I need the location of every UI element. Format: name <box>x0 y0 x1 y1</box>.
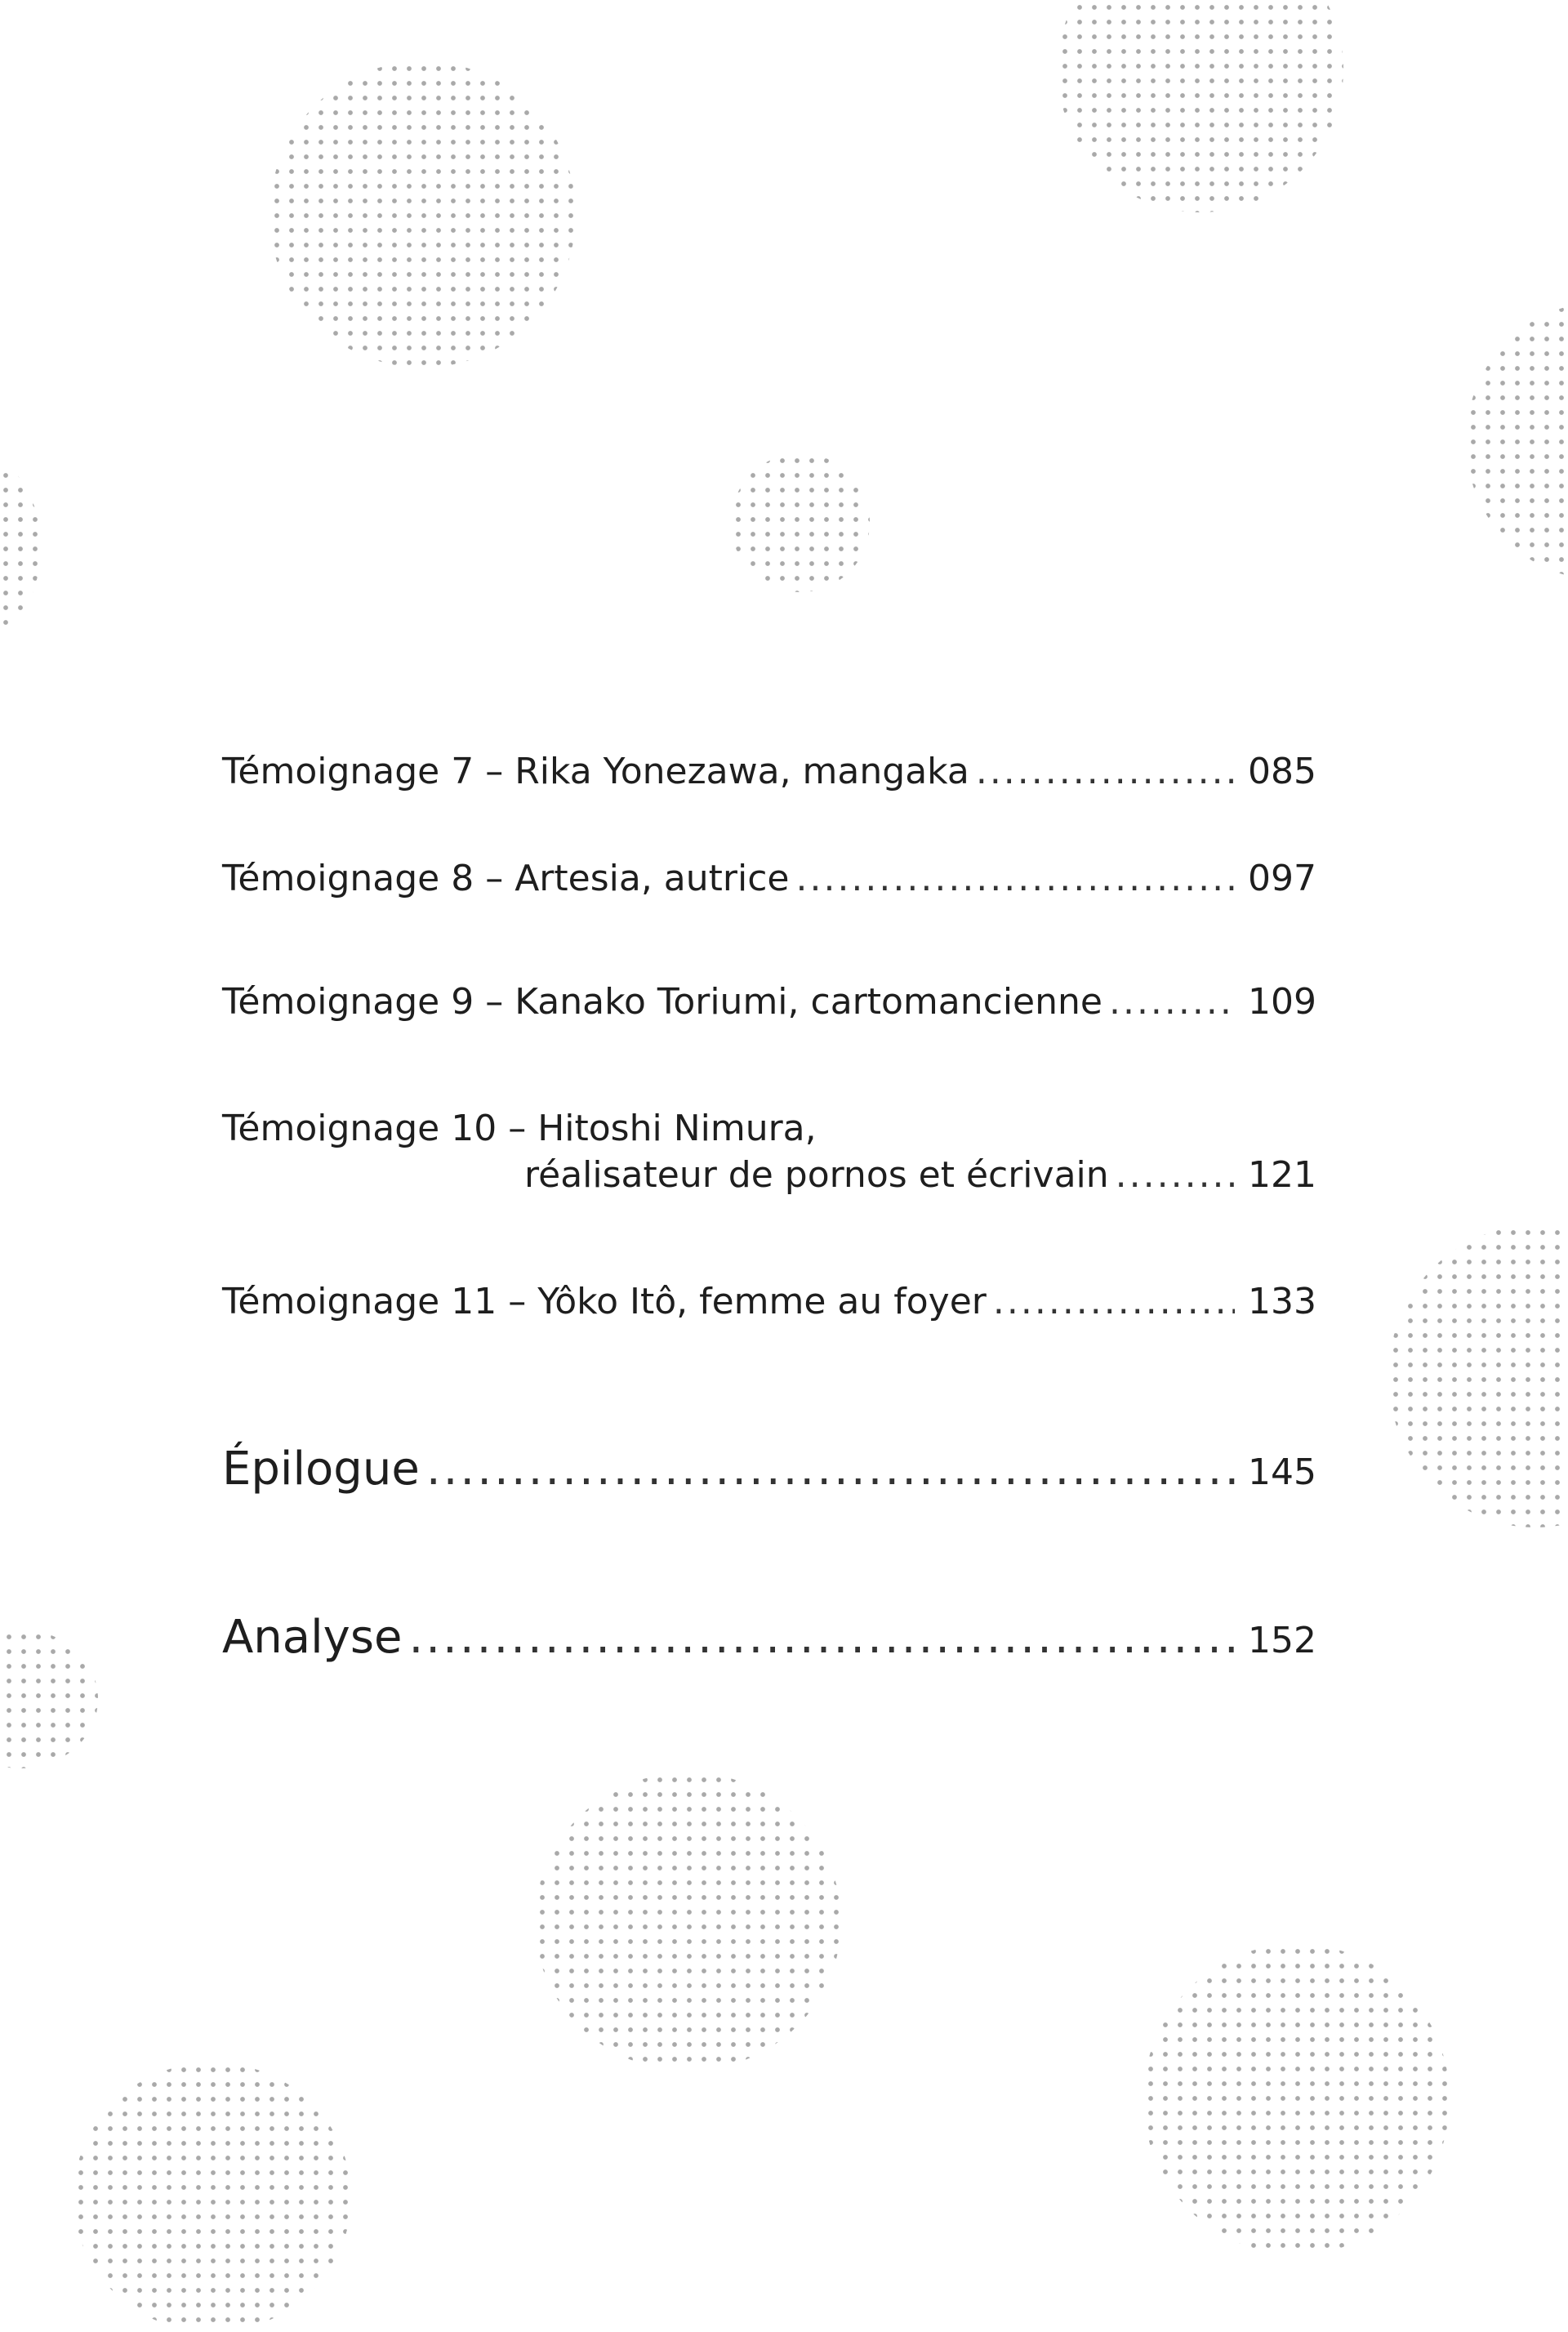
toc-entry-page: 109 <box>1248 981 1316 1023</box>
toc-entry-temoignage-11[interactable] <box>222 1280 1316 1324</box>
toc-entry-epilogue[interactable] <box>222 1443 1316 1499</box>
toc-entry-page: 145 <box>1248 1451 1316 1493</box>
toc-entry-page: 085 <box>1248 751 1316 792</box>
toc-entry-page: 121 <box>1248 1154 1316 1196</box>
dot-circle-decoration <box>1143 1944 1450 2254</box>
dot-circle-decoration <box>74 2062 351 2332</box>
toc-entry-page: 097 <box>1248 858 1316 899</box>
toc-entry-title: Témoignage 7 – Rika Yonezawa, mangaka <box>222 751 969 792</box>
toc-entry-title: Témoignage 8 – Artesia, autrice <box>222 858 790 899</box>
toc-entry-page: 152 <box>1248 1620 1316 1661</box>
toc-entry-title: réalisateur de pornos et écrivain <box>524 1154 1109 1196</box>
dot-circle-decoration <box>270 61 576 368</box>
toc-entry-title: Analyse <box>222 1611 403 1664</box>
dot-circle-decoration <box>1388 1225 1568 1527</box>
dot-leader <box>408 1612 1235 1664</box>
dot-circle-decoration <box>535 1772 841 2071</box>
dot-leader <box>1109 980 1235 1024</box>
toc-entry-title: Épilogue <box>222 1442 420 1496</box>
toc-entry-title: Témoignage 9 – Kanako Toriumi, cartomancienne <box>222 981 1102 1023</box>
dot-leader <box>1116 1153 1235 1197</box>
toc-entry-temoignage-10[interactable] <box>524 1153 1316 1197</box>
dot-circle-decoration <box>0 453 41 641</box>
toc-entry-page: 133 <box>1248 1281 1316 1322</box>
toc-entry-temoignage-10-line1[interactable]: Témoignage 10 – Hitoshi Nimura, <box>222 1108 817 1149</box>
dot-leader <box>426 1443 1235 1496</box>
toc-entry-temoignage-8[interactable] <box>222 857 1316 901</box>
dot-circle-decoration <box>1466 302 1568 580</box>
dot-leader <box>976 750 1235 794</box>
dot-circle-decoration <box>731 453 870 592</box>
toc-entry-temoignage-7[interactable] <box>222 750 1316 794</box>
dot-leader <box>993 1280 1235 1324</box>
dot-leader <box>795 857 1235 901</box>
toc-entry-analyse[interactable] <box>222 1612 1316 1667</box>
dot-circle-decoration <box>1058 0 1343 212</box>
dot-circle-decoration <box>0 1630 98 1768</box>
toc-entry-temoignage-9[interactable] <box>222 980 1316 1024</box>
toc-entry-title: Témoignage 11 – Yôko Itô, femme au foyer <box>222 1281 987 1322</box>
